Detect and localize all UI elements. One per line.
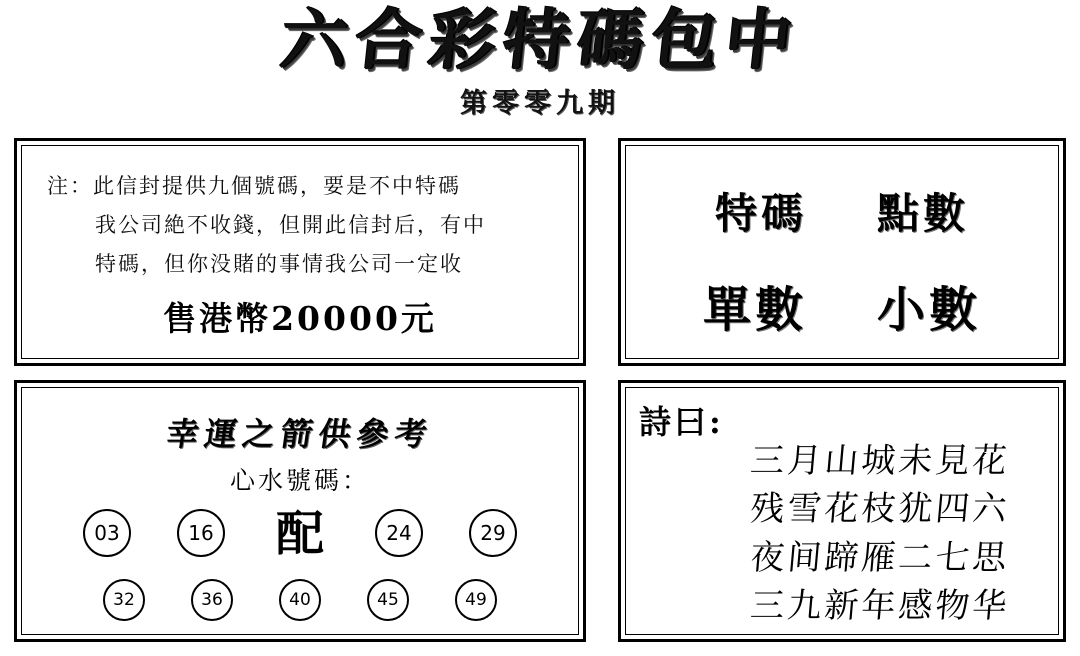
note-panel: [14, 138, 586, 366]
lucky-number-ball: 45: [367, 579, 409, 621]
issue-number: 第零零九期: [460, 88, 620, 120]
poem-panel: [618, 380, 1066, 642]
poem-line: 三九新年感物华: [748, 585, 1012, 626]
lucky-row-spacer: [271, 511, 329, 555]
page-title: 六合彩特碼包中: [276, 1, 804, 79]
odds-cell-odd-number: 單數: [702, 282, 807, 338]
price-text: 售港幣20000元: [163, 299, 437, 338]
lucky-center-character: 配: [275, 506, 324, 562]
lucky-panel-subtitle: 心水號碼：: [229, 466, 370, 495]
lucky-number-ball: 40: [279, 579, 321, 621]
note-line-1: 注：此信封提供九個號碼，要是不中特碼: [47, 174, 461, 198]
odds-panel: [618, 138, 1066, 366]
lucky-number-row-2: [37, 579, 563, 621]
poem-line: 夜间蹄雁二七思: [748, 537, 1012, 578]
poem-lines: [711, 437, 1049, 630]
page-header: [0, 0, 1080, 120]
note-line-2: 我公司絶不收錢，但開此信封后，有中: [95, 212, 486, 237]
odds-cell-special-code: 特碼: [714, 189, 807, 238]
lucky-number-ball: 16: [177, 509, 225, 557]
lucky-number-row-1: [37, 509, 563, 557]
lucky-number-ball: 32: [103, 579, 145, 621]
odds-cell-points: 點數: [877, 189, 970, 238]
lucky-number-ball: 24: [375, 509, 423, 557]
poem-line: 残雪花枝犹四六: [748, 489, 1012, 530]
poem-label: 詩曰:: [639, 403, 724, 441]
odds-grid: [621, 181, 1063, 340]
odds-row-1: [621, 181, 1063, 241]
lucky-number-ball: 29: [469, 509, 517, 557]
note-line-3: 特碼，但你没賭的事情我公司一定收: [95, 251, 463, 276]
lucky-number-ball: 03: [83, 509, 131, 557]
lucky-number-ball: 36: [191, 579, 233, 621]
poem-line: 三月山城未見花: [748, 441, 1012, 481]
lucky-panel-title: 幸運之箭供參考: [164, 415, 436, 453]
lucky-number-ball: 49: [455, 579, 497, 621]
odds-cell-small-number: 小數: [877, 282, 982, 338]
odds-row-2: [621, 271, 1063, 340]
lucky-numbers-panel: [14, 380, 586, 642]
note-text-block: [47, 167, 565, 284]
